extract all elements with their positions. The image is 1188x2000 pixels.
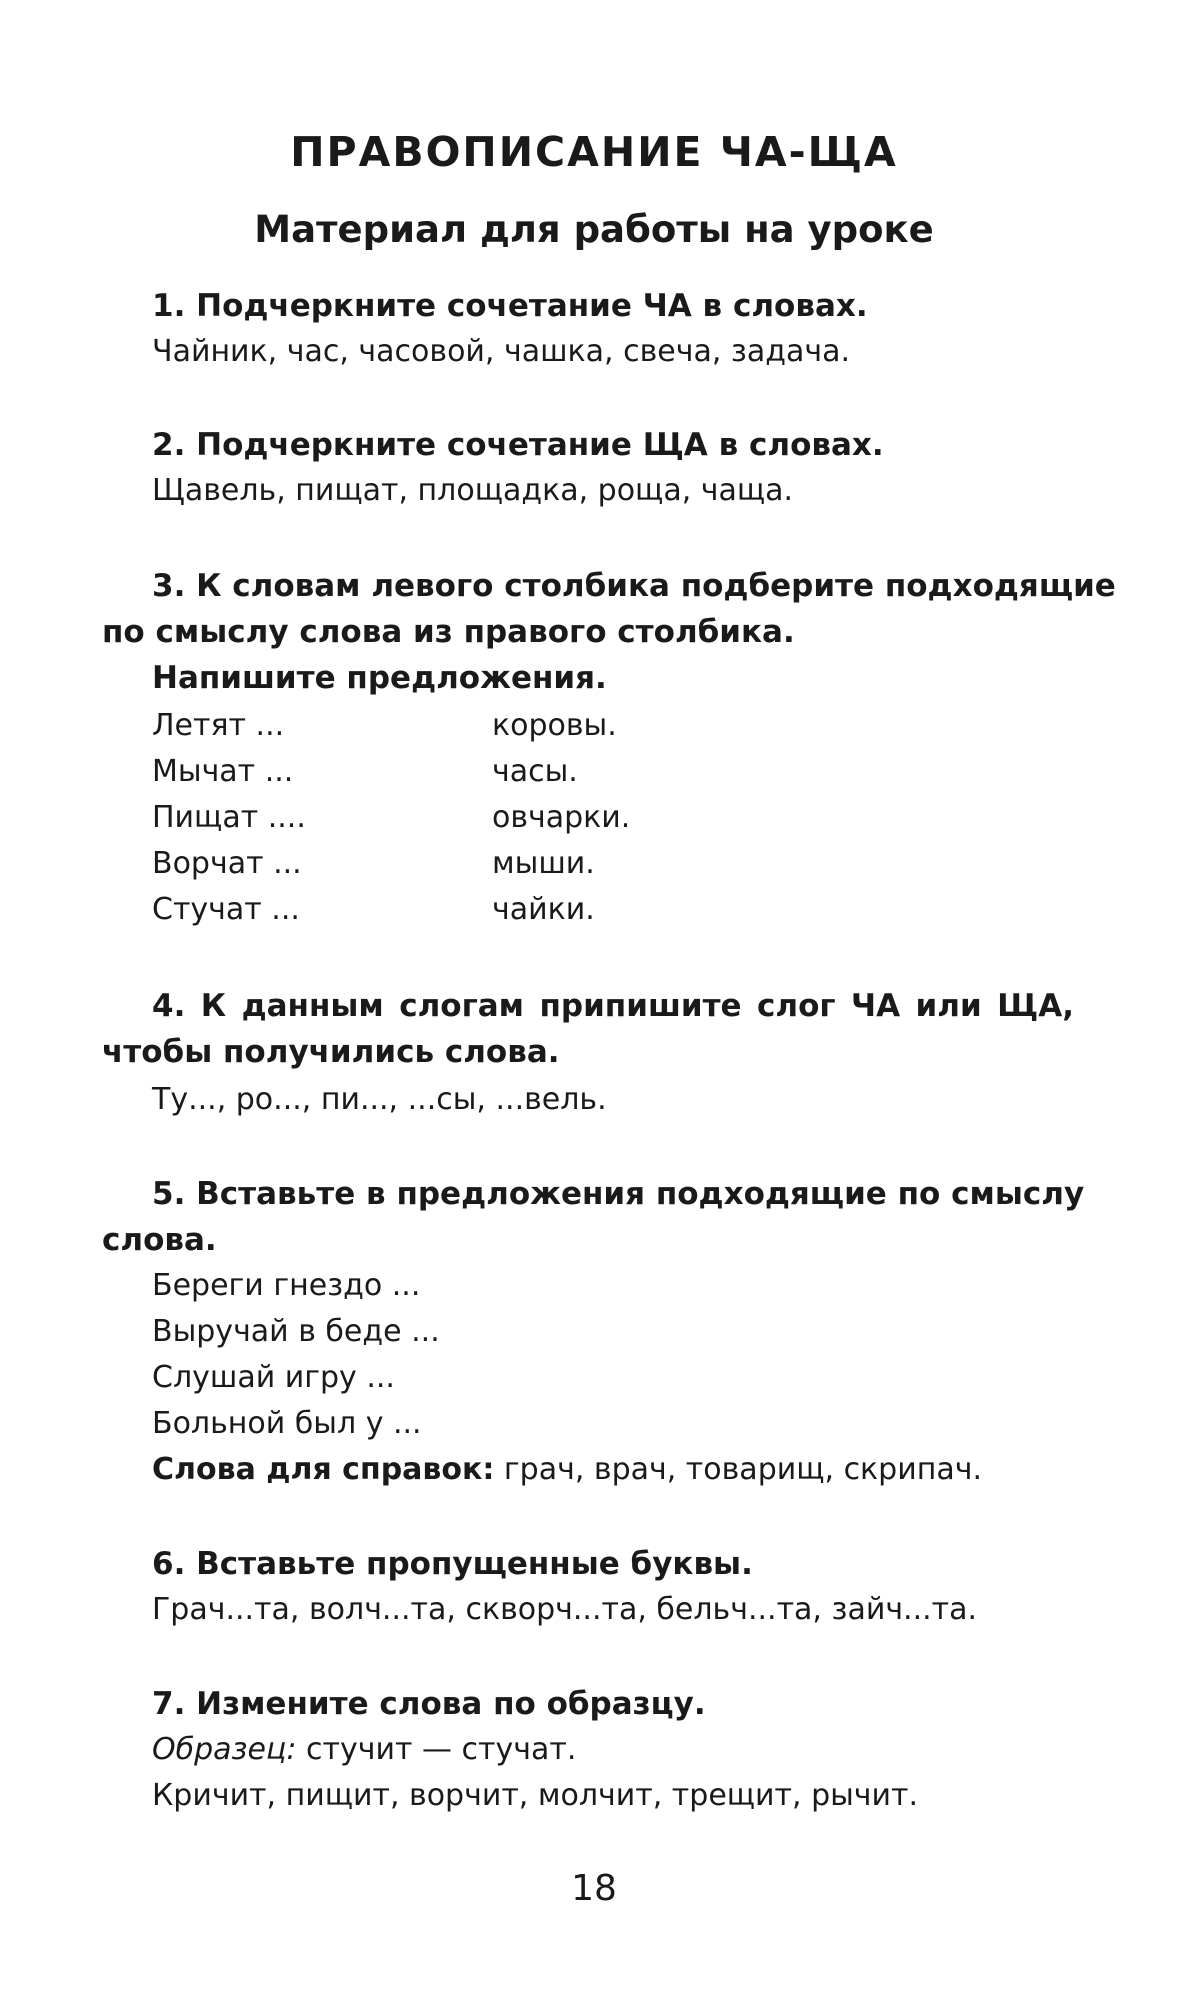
task-5-line-1: Береги гнездо ... xyxy=(152,1268,421,1303)
task-3-heading-line-3: Напишите предложения. xyxy=(152,660,607,696)
page-title: ПРАВОПИСАНИЕ ЧА-ЩА xyxy=(290,128,898,176)
task-7-text: Кричит, пищит, ворчит, молчит, трещит, рычит. xyxy=(152,1778,919,1813)
task-3-right-3: овчарки. xyxy=(492,800,631,835)
reference-words: грач, врач, товарищ, скрипач. xyxy=(494,1452,982,1487)
task-3-left-1: Летят ... xyxy=(152,708,285,743)
task-1-text: Чайник, час, часовой, чашка, свеча, задача. xyxy=(152,334,851,369)
task-5-heading-line-1: 5. Вставьте в предложения подходящие по смыслу xyxy=(152,1176,1085,1212)
task-2-heading: 2. Подчеркните сочетание ЩА в словах. xyxy=(152,427,884,463)
task-7-heading: 7. Измените слова по образцу. xyxy=(152,1686,706,1722)
task-3-left-5: Стучат ... xyxy=(152,892,300,927)
task-3-left-3: Пищат .... xyxy=(152,800,306,835)
task-5-line-4: Больной был у ... xyxy=(152,1406,422,1441)
task-3-left-2: Мычат ... xyxy=(152,754,294,789)
task-4-heading-line-2: чтобы получились слова. xyxy=(102,1034,560,1070)
task-3-left-4: Ворчат ... xyxy=(152,846,302,881)
task-4-heading-line-1: 4. К данным слогам припишите слог ЧА или ЩА, xyxy=(152,988,1074,1024)
sample-label: Образец: xyxy=(152,1732,297,1767)
task-2-text: Щавель, пищат, площадка, роща, чаща. xyxy=(152,473,794,508)
task-3-heading-line-2: по смыслу слова из правого столбика. xyxy=(102,614,795,650)
task-3-heading-line-1: 3. К словам левого столбика подберите подходящие xyxy=(152,568,1116,604)
task-3-right-5: чайки. xyxy=(492,892,595,927)
page-number: 18 xyxy=(571,1868,617,1909)
task-5-reference xyxy=(152,1452,982,1487)
reference-label: Слова для справок: xyxy=(152,1452,495,1487)
task-3-right-1: коровы. xyxy=(492,708,617,743)
task-5-line-2: Выручай в беде ... xyxy=(152,1314,440,1349)
task-6-text: Грач...та, волч...та, скворч...та, бельч...та, зайч...та. xyxy=(152,1592,978,1627)
page-subtitle: Материал для работы на уроке xyxy=(254,208,934,251)
task-6-heading: 6. Вставьте пропущенные буквы. xyxy=(152,1546,753,1582)
task-5-heading-line-2: слова. xyxy=(102,1222,217,1258)
task-5-line-3: Слушай игру ... xyxy=(152,1360,395,1395)
sample-text: стучит — стучат. xyxy=(296,1732,577,1767)
task-1-heading: 1. Подчеркните сочетание ЧА в словах. xyxy=(152,288,868,324)
task-4-text: Ту..., ро..., пи..., ...сы, ...вель. xyxy=(152,1082,607,1117)
task-3-right-4: мыши. xyxy=(492,846,595,881)
task-3-right-2: часы. xyxy=(492,754,578,789)
task-7-sample xyxy=(152,1732,576,1767)
